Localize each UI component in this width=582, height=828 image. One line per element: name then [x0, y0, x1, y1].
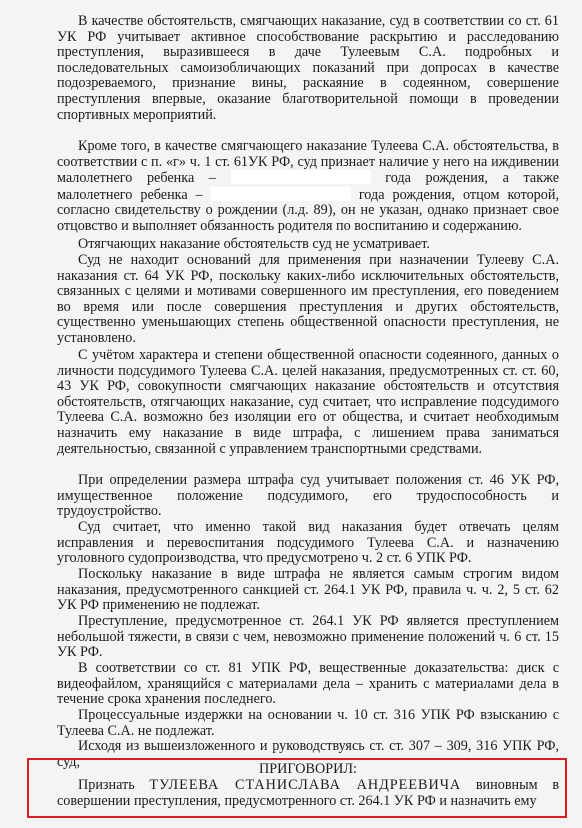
- paragraph-costs: Процессуальные издержки на основании ч. 10 ст. 316 УПК РФ взысканию с Тулеева С.А. не подлежат.: [57, 707, 559, 739]
- paragraph-children-part2: года рождения, а также малолетнего ребенка –: [57, 170, 559, 203]
- paragraph-no-aggravating: Отягчающих наказание обстоятельств суд не усматривает.: [78, 236, 430, 252]
- paragraph-punishment-reasoning: С учётом характера и степени общественной опасности содеянного, данных о личности подсудимого Тулеева С.А. целей наказания, предусмотренных ст. ст. 60, 43 УК РФ, совокупности смягчающих наказание обстоятельств и отсутствия обстоятельств, отягчающих наказание, суд считает, что исправление подсудимого Тулеева С.А. возможно без изоляции его от общества, и считает необходимым назначить ему наказание в виде штрафа, с лишением права заниматься деятельностью, связанной с управлением транспортными средствами.: [57, 347, 559, 457]
- paragraph-article-15: Преступление, предусмотренное ст. 264.1 УК РФ является преступлением небольшой тяжести, в связи с чем, невозможно применение положений ч. 6 ст. 15 УК РФ.: [57, 613, 559, 661]
- paragraph-mitigating-circumstances: В качестве обстоятельств, смягчающих наказание, суд в соответствии со ст. 61 УК РФ учитывает активное способствование раскрытию и расследованию преступления, выразившееся в даче Тулеевым С.А. подробных и последовательных самоизобличающих показаний при допросах в качестве подозреваемого, признание вины, раскаяние в содеянном, совершение преступления впервые, оказание благотворительной помощи в проведении спортивных мероприятий.: [57, 13, 559, 123]
- paragraph-evidence: В соответствии со ст. 81 УПК РФ, вещественные доказательства: диск с видеофайлом, хранящийся с материалами дела – хранить с материалами дела в течение срока хранения последнего.: [57, 660, 559, 708]
- redacted-block: [211, 187, 351, 201]
- paragraph-children-part1: Кроме того, в качестве смягчающего наказание Тулеева С.А. обстоятельства, в соответствии с п. «г» ч. 1 ст. 61УК РФ, суд признает наличие у него на иждивении малолетнего ребенка –: [57, 138, 559, 187]
- paragraph-article-62: Поскольку наказание в виде штрафа не является самым строгим видом наказания, предусмотренного санкцией ст. 264.1 УК РФ, правила ч. ч. 2, 5 ст. 62 УК РФ применению не подлежат.: [57, 566, 559, 614]
- paragraph-correction-goals: Суд считает, что именно такой вид наказания будет отвечать целям исправления и перевоспитания подсудимого Тулеева С.А. и назначению уголовного судопроизводства, что предусмотрено ч. 2 ст. 6 УПК РФ.: [57, 519, 559, 567]
- paragraph-fine-amount: При определении размера штрафа суд учитывает положения ст. 46 УК РФ, имущественное положение подсудимого, его трудоспособность и трудоустройство.: [57, 472, 559, 520]
- paragraph-children: [57, 139, 559, 235]
- verdict-heading: ПРИГОВОРИЛ:: [259, 761, 357, 777]
- verdict-text-before: Признать: [78, 777, 135, 793]
- defendant-name: ТУЛЕЕВА СТАНИСЛАВА АНДРЕЕВИЧА: [149, 777, 462, 793]
- redacted-block: [231, 170, 371, 184]
- paragraph-article-64: Суд не находит оснований для применения при назначении Тулееву С.А. наказания ст. 64 УК РФ, поскольку каких-либо исключительных обстоятельств, связанных с целями и мотивами совершенного им преступления, его поведением во время или после совершения преступления и других обстоятельств, существенно уменьшающих степень общественной опасности преступления, не установлено.: [57, 252, 559, 346]
- paragraph-children-part3: года рождения, отцом которой, согласно свидетельству о рождении (л.д. 89), он не указан, однако признает свое отцовство и выполняет обязанность родителя по воспитанию и содержанию.: [57, 186, 560, 234]
- paragraph-conclusion: Исходя из вышеизложенного и руководствуясь ст. ст. 307 – 309, 316 УПК РФ, суд,: [57, 738, 559, 770]
- verdict-paragraph: [57, 778, 559, 809]
- verdict-text-after: виновным в совершении преступления, предусмотренного ст. 264.1 УК РФ и назначить ему: [57, 777, 560, 809]
